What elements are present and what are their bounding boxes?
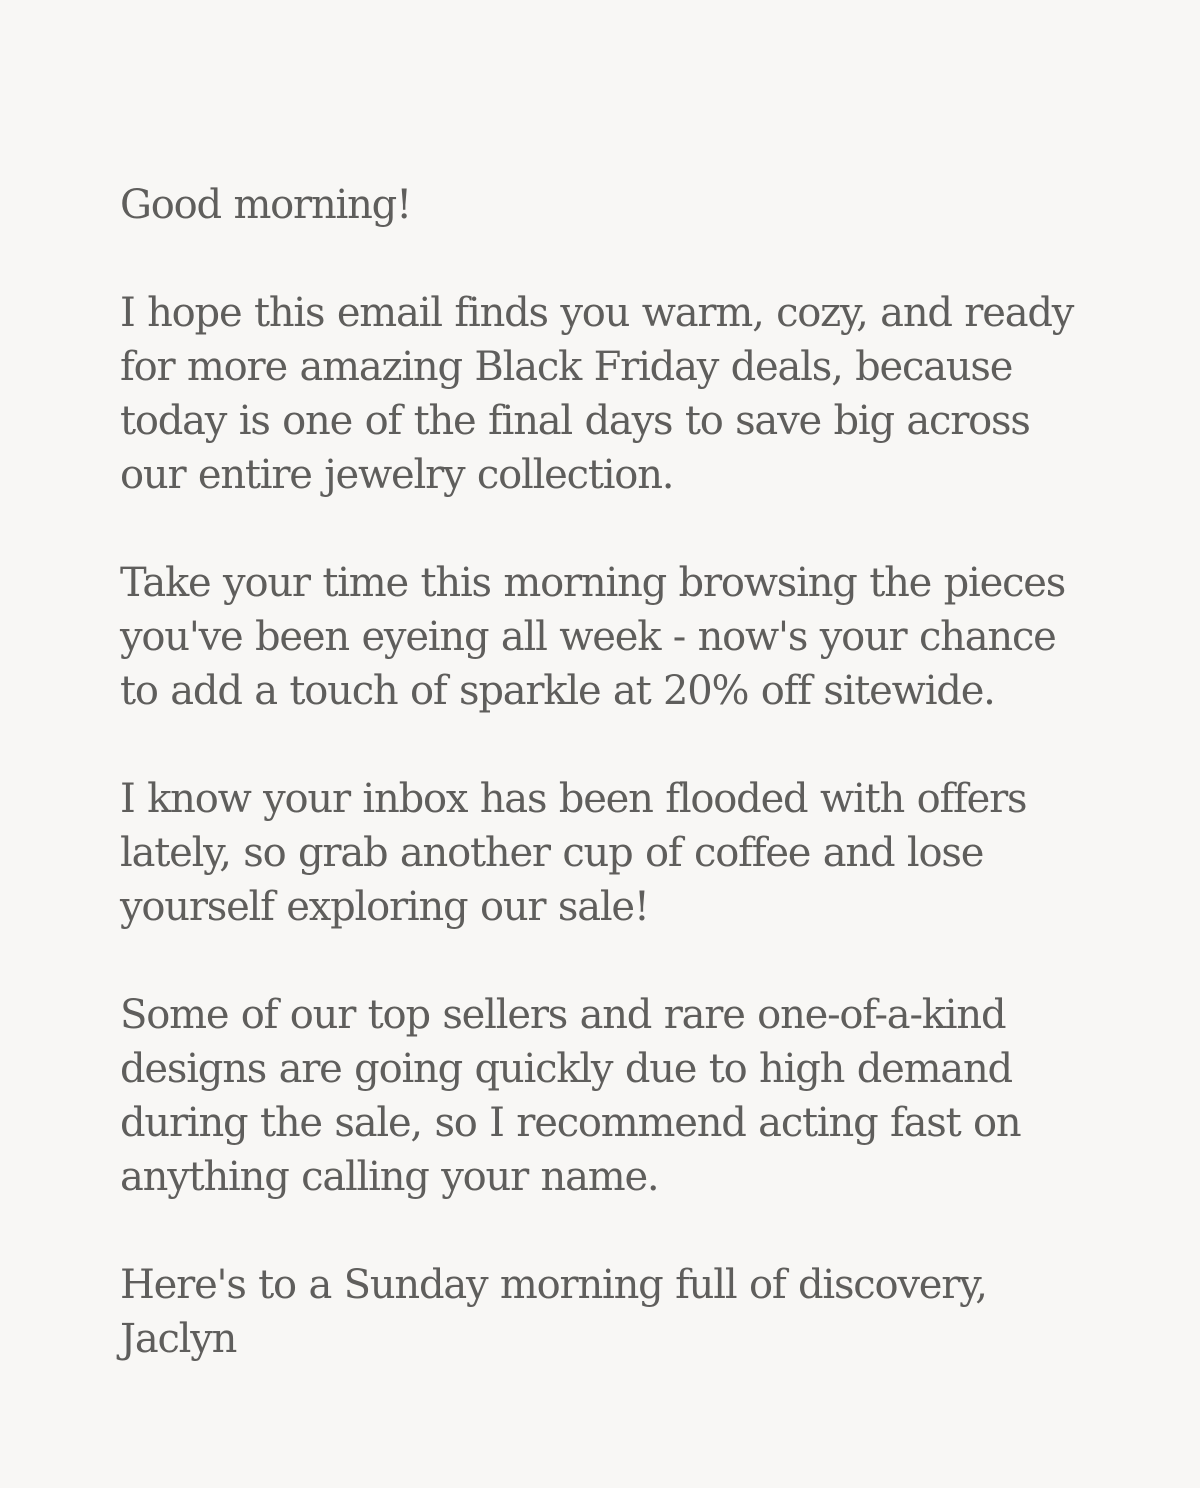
paragraph-intro: I hope this email finds you warm, cozy, and ready for more amazing Black Friday deals, because today is one of the final days to save big across our entire jewelry collection.	[120, 290, 1074, 498]
sign-off	[120, 1258, 1090, 1366]
closing-line: Here's to a Sunday morning full of discovery,	[120, 1262, 987, 1308]
paragraph-browse: Take your time this morning browsing the pieces you've been eyeing all week - now's your chance to add a touch of sparkle at 20% off sitewide.	[120, 560, 1066, 714]
email-body	[120, 178, 1090, 1366]
greeting: Good morning!	[120, 182, 411, 228]
signature: Jaclyn	[120, 1316, 237, 1362]
paragraph-urgency: Some of our top sellers and rare one-of-a-kind designs are going quickly due to high demand during the sale, so I recommend acting fast on anything calling your name.	[120, 992, 1021, 1200]
paragraph-inbox: I know your inbox has been flooded with offers lately, so grab another cup of coffee and lose yourself exploring our sale!	[120, 776, 1027, 930]
